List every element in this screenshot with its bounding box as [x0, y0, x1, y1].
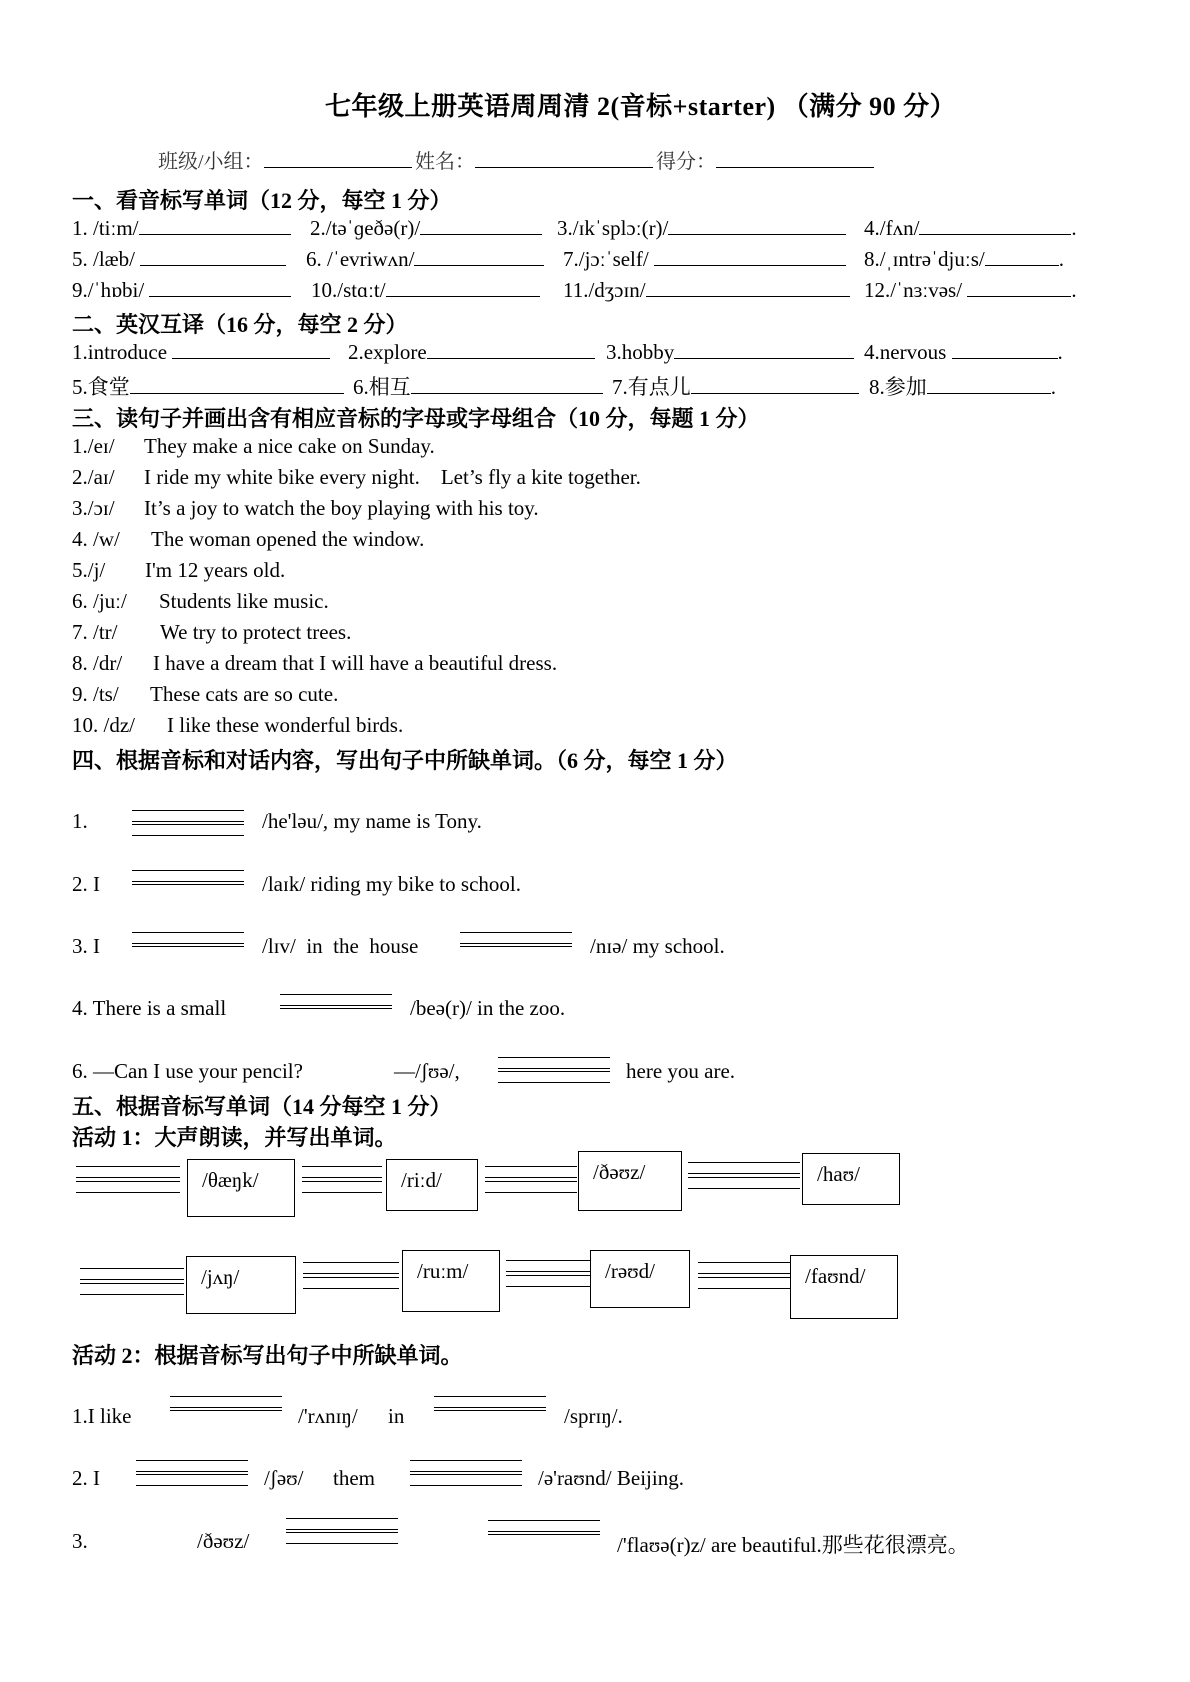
page-title: 七年级上册英语周周清 2(音标+starter) （满分 90 分）: [325, 92, 957, 121]
s2-item-2: [348, 340, 595, 365]
s1-item-2-ipa: 2./təˈɡeðə(r)/: [310, 216, 421, 240]
s3-item-1: [72, 434, 435, 459]
act2-q2-lines-1[interactable]: [136, 1460, 248, 1520]
act1-lines-8[interactable]: [698, 1262, 790, 1308]
act2-q2-start: 2. I: [72, 1466, 100, 1490]
act2-q1-start: 1.I like: [72, 1404, 132, 1428]
score-blank[interactable]: [716, 149, 874, 168]
s4-q6-answer-lines[interactable]: [498, 1057, 610, 1117]
s1-item-12-ipa: 12./ˈnɜːvəs/: [864, 278, 963, 302]
section-4-heading: 四、根据音标和对话内容，写出句子中所缺单词。（6 分，每空 1 分）: [72, 748, 738, 773]
act1-lines-6[interactable]: [303, 1262, 399, 1308]
act1-lines-3[interactable]: [485, 1166, 577, 1212]
s2-item-4-word: 4.nervous: [864, 340, 947, 364]
s4-q1-text: /he'ləu/, my name is Tony.: [262, 809, 482, 833]
s2-item-5-blank[interactable]: [130, 379, 344, 394]
s3-item-2-text[interactable]: I ride my white bike every night. Let’s fly a kite together.: [144, 465, 641, 489]
s2-item-3-word: 3.hobby: [606, 340, 675, 364]
s1-item-6: [306, 247, 544, 272]
s2-item-8-word: 8.参加: [869, 375, 927, 399]
act2-q3-number: 3.: [72, 1529, 88, 1553]
act1-lines-5[interactable]: [80, 1268, 184, 1314]
s4-q6-reply: —/ʃʊə/,: [394, 1059, 460, 1083]
s1-item-10-blank[interactable]: [386, 282, 540, 297]
act1-lines-1[interactable]: [76, 1166, 180, 1212]
ipa-box-2: /riːd/: [386, 1159, 478, 1211]
ipa-box-3: /ðəʊz/: [578, 1151, 682, 1211]
score-label: 得分：: [656, 151, 716, 173]
s4-q6-text-end: here you are.: [626, 1059, 736, 1083]
s1-item-8-ipa: 8./ˌɪntrəˈdjuːs/: [864, 247, 985, 271]
act2-q3-text-end: /'flaʊə(r)z/ are beautiful.那些花很漂亮。: [617, 1533, 969, 1557]
s2-item-6-word: 6.相互: [353, 375, 411, 399]
act2-q1-lines-2[interactable]: [434, 1396, 546, 1456]
s2-item-4: 4.nervous .: [864, 340, 1063, 364]
act2-q3-ipa-1: /ðəʊz/: [197, 1529, 250, 1553]
class-field: [158, 145, 412, 174]
s2-item-4-blank[interactable]: [952, 344, 1058, 359]
ipa-box-8: /faʊnd/: [790, 1255, 898, 1319]
s3-item-9-ipa: 9. /ts/: [72, 682, 119, 706]
act2-q2-lines-2[interactable]: [410, 1460, 522, 1520]
s4-q6-question: 6. —Can I use your pencil?: [72, 1059, 303, 1083]
s2-item-1: [72, 340, 330, 365]
s1-item-6-ipa: 6. /ˈevriwʌn/: [306, 247, 415, 271]
s1-item-9-ipa: 9./ˈhɒbi/: [72, 278, 145, 302]
s3-item-8: [72, 651, 557, 676]
s3-item-4: [72, 527, 424, 552]
s1-item-4-ipa: 4./fʌn/: [864, 216, 920, 240]
s1-item-8: 8./ˌɪntrəˈdjuːs/ .: [864, 247, 1064, 271]
s3-item-4-text[interactable]: The woman opened the window.: [151, 527, 425, 551]
act2-q2-them: them: [333, 1466, 375, 1490]
act1-lines-4[interactable]: [688, 1162, 800, 1208]
act2-q1-ipa-1: /'rʌnɪŋ/: [298, 1404, 358, 1428]
s3-item-6: [72, 589, 329, 614]
s4-q3-start: 3. I: [72, 934, 100, 958]
s4-q2-start: 2. I: [72, 872, 100, 896]
act2-q1-lines-1[interactable]: [170, 1396, 282, 1456]
ipa-box-4: /haʊ/: [802, 1153, 900, 1205]
s1-item-3-blank[interactable]: [668, 220, 846, 235]
s4-q4-text: /beə(r)/ in the zoo.: [410, 996, 566, 1020]
act2-q1-in: in: [388, 1404, 405, 1428]
s2-item-3-blank[interactable]: [674, 344, 854, 359]
s2-item-8: 8.参加 .: [869, 375, 1056, 399]
s3-item-5-ipa: 5./j/: [72, 558, 106, 582]
s1-item-7: [563, 247, 846, 272]
s3-item-4-ipa: 4. /w/: [72, 527, 120, 551]
ipa-box-1: /θæŋk/: [187, 1159, 295, 1217]
s1-item-5: [72, 247, 286, 272]
s1-item-11-blank[interactable]: [646, 282, 850, 297]
class-blank[interactable]: [264, 149, 412, 168]
s1-item-10: [311, 278, 540, 303]
act2-q2-text-end: /ə'raʊnd/ Beijing.: [538, 1466, 684, 1490]
s4-q3-text-end: /nɪə/ my school.: [590, 934, 725, 958]
s1-item-2: [310, 216, 542, 241]
s2-item-7: [612, 371, 859, 401]
s2-item-6-blank[interactable]: [411, 379, 603, 394]
s3-item-5-text[interactable]: I'm 12 years old.: [145, 558, 286, 582]
act1-lines-2[interactable]: [302, 1166, 382, 1212]
s3-item-9: [72, 682, 338, 707]
class-label: 班级/小组：: [158, 151, 264, 173]
s3-item-7: [72, 620, 351, 645]
act2-q3-lines-1[interactable]: [286, 1518, 398, 1578]
s1-item-4: 4./fʌn/ .: [864, 216, 1077, 240]
s3-item-2: [72, 465, 641, 490]
activity-1-heading: 活动 1：大声朗读，并写出单词。: [72, 1125, 397, 1150]
s3-item-2-ipa: 2./aɪ/: [72, 465, 115, 489]
s3-item-8-ipa: 8. /dr/: [72, 651, 123, 675]
name-field: [415, 145, 653, 174]
s1-item-1-ipa: 1. /tiːm/: [72, 216, 139, 240]
s4-q2-text: /laɪk/ riding my bike to school.: [262, 872, 521, 896]
s2-item-6: [353, 371, 603, 401]
s1-item-7-ipa: 7./jɔːˈself/: [563, 247, 649, 271]
s3-item-6-text[interactable]: Students like music.: [159, 589, 329, 613]
s3-item-7-ipa: 7. /tr/: [72, 620, 118, 644]
s4-q3-answer-lines-1[interactable]: [132, 932, 244, 992]
s3-item-1-text[interactable]: They make a nice cake on Sunday.: [144, 434, 435, 458]
act1-lines-7[interactable]: [506, 1260, 590, 1306]
s2-item-5: [72, 371, 344, 401]
s1-item-11-ipa: 11./dʒɔɪn/: [563, 278, 646, 302]
name-label: 姓名：: [415, 151, 475, 173]
s3-item-3-ipa: 3./ɔɪ/: [72, 496, 115, 520]
s3-item-6-ipa: 6. /juː/: [72, 589, 127, 613]
act2-q3-lines-2[interactable]: [488, 1520, 600, 1580]
ipa-box-5: /jʌŋ/: [186, 1256, 296, 1314]
s4-q3-text: /lɪv/ in the house: [262, 934, 419, 958]
s3-item-10-ipa: 10. /dz/: [72, 713, 135, 737]
s4-q4-start: 4. There is a small: [72, 996, 227, 1020]
name-blank[interactable]: [475, 149, 653, 168]
s2-item-5-word: 5.食堂: [72, 375, 130, 399]
s2-item-8-blank[interactable]: [927, 379, 1051, 394]
s2-item-7-word: 7.有点儿: [612, 375, 691, 399]
s2-item-1-word: 1.introduce: [72, 340, 168, 364]
s1-item-6-blank[interactable]: [414, 251, 544, 266]
s3-item-10: [72, 713, 403, 738]
s1-item-1: [72, 216, 291, 241]
s3-item-5: [72, 558, 285, 583]
s4-q2-answer-lines[interactable]: [132, 870, 244, 930]
s1-item-9: [72, 278, 291, 303]
s3-item-3-text[interactable]: It’s a joy to watch the boy playing with his toy.: [144, 496, 539, 520]
score-field: [656, 145, 874, 174]
section-1-heading: 一、看音标写单词（12 分，每空 1 分）: [72, 188, 452, 213]
act2-q1-ipa-2: /sprɪŋ/.: [564, 1404, 623, 1428]
s1-item-7-blank[interactable]: [654, 251, 846, 266]
s1-item-9-blank[interactable]: [149, 282, 291, 297]
s2-item-7-blank[interactable]: [691, 379, 859, 394]
section-3-heading: 三、读句子并画出含有相应音标的字母或字母组合（10 分，每题 1 分）: [72, 406, 760, 431]
section-2-heading: 二、英汉互译（16 分，每空 2 分）: [72, 312, 408, 337]
s1-item-1-blank[interactable]: [139, 220, 291, 235]
s1-item-12: 12./ˈnɜːvəs/ .: [864, 278, 1077, 302]
s3-item-1-ipa: 1./eɪ/: [72, 434, 115, 458]
s4-q4-answer-lines[interactable]: [280, 994, 392, 1054]
s1-item-3: [557, 216, 846, 241]
s1-item-2-blank[interactable]: [420, 220, 542, 235]
s1-item-10-ipa: 10./stɑːt/: [311, 278, 386, 302]
s4-q3-answer-lines-2[interactable]: [460, 932, 572, 992]
s4-q1-number: 1.: [72, 809, 88, 833]
s2-item-3: [606, 340, 854, 365]
s2-item-2-blank[interactable]: [427, 344, 595, 359]
s2-item-2-word: 2.explore: [348, 340, 427, 364]
s1-item-8-blank[interactable]: [985, 251, 1059, 266]
s1-item-5-ipa: 5. /læb/: [72, 247, 136, 271]
activity-2-heading: 活动 2：根据音标写出句子中所缺单词。: [72, 1343, 463, 1368]
s3-item-9-text[interactable]: These cats are so cute.: [150, 682, 339, 706]
s1-item-5-blank[interactable]: [140, 251, 286, 266]
ipa-box-6: /ruːm/: [402, 1250, 500, 1312]
act2-q2-ipa-1: /ʃəʊ/: [264, 1466, 304, 1490]
section-5-heading: 五、根据音标写单词（14 分每空 1 分）: [72, 1094, 452, 1119]
ipa-box-7: /rəʊd/: [590, 1250, 690, 1308]
s1-item-11: [563, 278, 850, 303]
s4-q1-answer-lines[interactable]: [132, 810, 244, 870]
s1-item-4-blank[interactable]: [919, 220, 1071, 235]
s3-item-7-text[interactable]: We try to protect trees.: [160, 620, 352, 644]
s1-item-12-blank[interactable]: [967, 282, 1071, 297]
s2-item-1-blank[interactable]: [172, 344, 330, 359]
s3-item-8-text[interactable]: I have a dream that I will have a beautiful dress.: [153, 651, 558, 675]
s3-item-10-text[interactable]: I like these wonderful birds.: [167, 713, 404, 737]
s3-item-3: [72, 496, 539, 521]
s1-item-3-ipa: 3./ɪkˈsplɔː(r)/: [557, 216, 669, 240]
